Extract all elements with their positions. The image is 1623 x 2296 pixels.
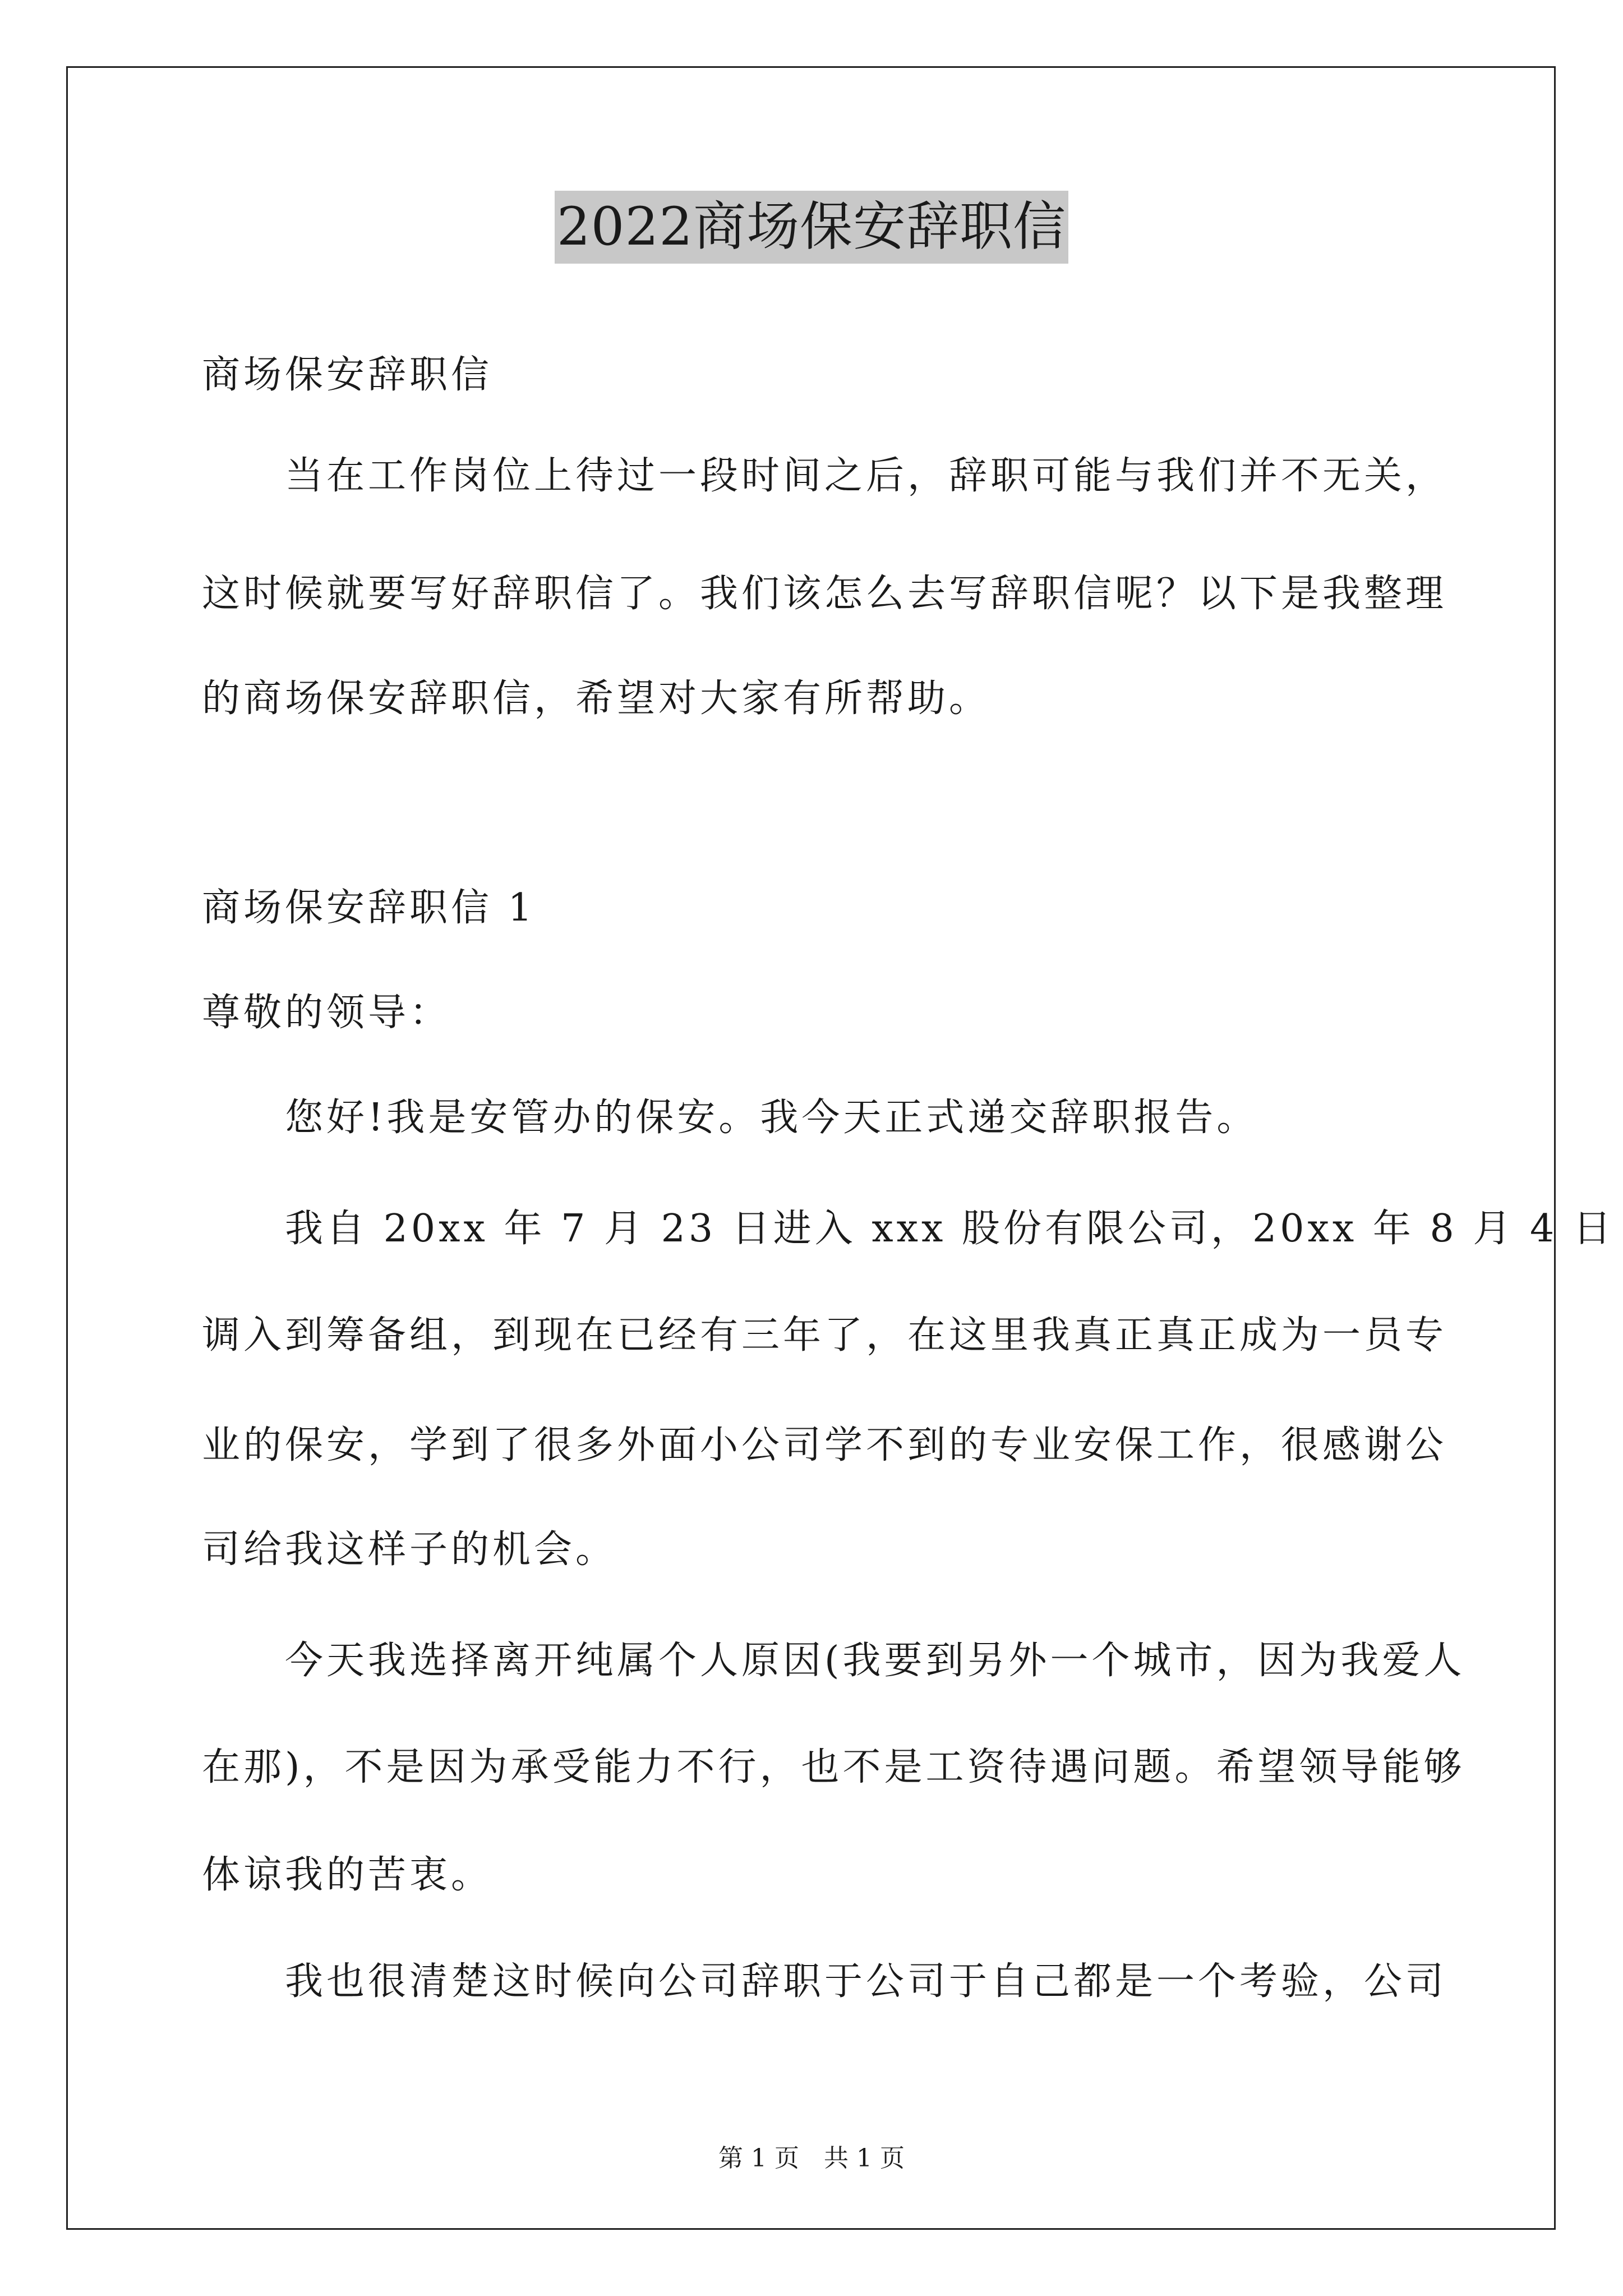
body-line: 今天我选择离开纯属个人原因(我要到另外一个城市，因为我爱人	[202, 1639, 1465, 1683]
document-title: 2022商场保安辞职信	[555, 191, 1068, 264]
body-line: 司给我这样子的机会。	[202, 1527, 617, 1572]
page-number: 第 1 页 共 1 页	[718, 2144, 905, 2173]
body-line: 当在工作岗位上待过一段时间之后，辞职可能与我们并不无关，	[202, 454, 1447, 498]
body-line: 体谅我的苦衷。	[202, 1853, 493, 1897]
body-line: 的商场保安辞职信，希望对大家有所帮助。	[202, 677, 991, 721]
body-line: 这时候就要写好辞职信了。我们该怎么去写辞职信呢？以下是我整理	[202, 572, 1447, 616]
body-line: 业的保安，学到了很多外面小公司学不到的专业安保工作，很感谢公	[202, 1423, 1447, 1467]
salutation: 尊敬的领导：	[202, 991, 451, 1035]
body-line: 调入到筹备组，到现在已经有三年了，在这里我真正真正成为一员专	[202, 1313, 1447, 1358]
body-line: 您好!我是安管办的保安。我今天正式递交辞职报告。	[202, 1096, 1258, 1140]
body-line: 我自 20xx 年 7 月 23 日进入 xxx 股份有限公司，20xx 年 8 月 4 日	[202, 1207, 1615, 1251]
body-line: 我也很清楚这时候向公司辞职于公司于自己都是一个考验，公司	[202, 1959, 1447, 2004]
section-heading: 商场保安辞职信 1	[202, 886, 536, 930]
title-container	[0, 191, 1623, 264]
body-line: 商场保安辞职信	[202, 353, 493, 397]
body-line: 在那)，不是因为承受能力不行，也不是工资待遇问题。希望领导能够	[202, 1745, 1465, 1789]
